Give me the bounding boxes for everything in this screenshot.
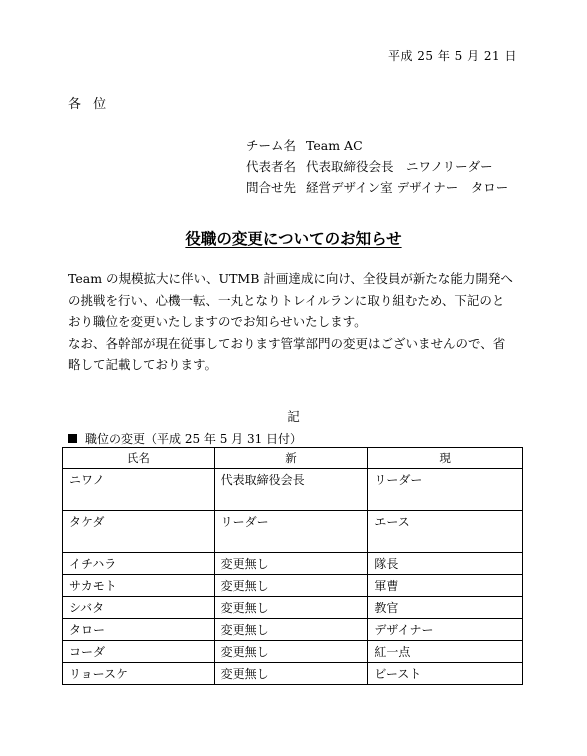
table-row bbox=[63, 619, 523, 641]
sender-team-value: Team AC bbox=[306, 138, 363, 153]
table-heading bbox=[68, 430, 302, 447]
table-row bbox=[63, 641, 523, 663]
body-line: Team の規模拡大に伴い、UTMB 計画達成に向け、全役員が新たな能力開発へ bbox=[68, 271, 513, 286]
sender-rep-value: 代表取締役会長 ニワノリーダー bbox=[306, 159, 493, 174]
cell-new: 変更無し bbox=[214, 553, 368, 575]
table-row bbox=[63, 469, 523, 511]
cell-name: ニワノ bbox=[63, 469, 215, 511]
document-title: 役職の変更についてのお知らせ bbox=[185, 229, 402, 248]
body-line: おり職位を変更いたしますのでお知らせいたします。 bbox=[68, 314, 367, 329]
sender-contact-value: 経営デザイン室 デザイナー タロー bbox=[306, 180, 509, 195]
cell-new: 変更無し bbox=[214, 575, 368, 597]
cell-new: 代表取締役会長 bbox=[214, 469, 368, 511]
table-row bbox=[63, 597, 523, 619]
table-row bbox=[63, 575, 523, 597]
cell-current: 教官 bbox=[368, 597, 523, 619]
sender-team-row bbox=[246, 135, 508, 156]
body-line: なお、各幹部が現在従事しております管掌部門の変更はございませんので、省 bbox=[68, 335, 506, 351]
table-row bbox=[63, 511, 523, 553]
cell-current: 軍曹 bbox=[368, 575, 523, 597]
sender-contact-label: 問合せ先 bbox=[246, 180, 297, 195]
sender-rep-row bbox=[246, 156, 508, 177]
document-title-wrap bbox=[0, 227, 587, 249]
cell-current: ビースト bbox=[368, 663, 523, 685]
black-square-icon bbox=[68, 434, 77, 443]
cell-name: イチハラ bbox=[63, 553, 215, 575]
cell-new: リーダー bbox=[214, 511, 368, 553]
cell-current: デザイナー bbox=[368, 619, 523, 641]
sender-block bbox=[246, 135, 508, 198]
addressee: 各 位 bbox=[68, 97, 111, 112]
cell-name: リョースケ bbox=[63, 663, 215, 685]
body-text bbox=[68, 268, 528, 376]
cell-new: 変更無し bbox=[214, 641, 368, 663]
cell-name: コーダ bbox=[63, 641, 215, 663]
cell-name: サカモト bbox=[63, 575, 215, 597]
ki-marker: 記 bbox=[287, 409, 300, 424]
table-heading-text: 職位の変更（平成 25 年 5 月 31 日付） bbox=[85, 432, 303, 446]
document-date: 平成 25 年 5 月 21 日 bbox=[387, 49, 517, 63]
cell-current: リーダー bbox=[368, 469, 523, 511]
table-row bbox=[63, 553, 523, 575]
body-line: の挑戦を行い、心機一転、一丸となりトレイルランに取り組むため、下記のと bbox=[68, 292, 505, 308]
cell-name: タケダ bbox=[63, 511, 215, 553]
cell-new: 変更無し bbox=[214, 663, 368, 685]
header-current: 現 bbox=[368, 448, 523, 469]
cell-new: 変更無し bbox=[214, 597, 368, 619]
cell-name: タロー bbox=[63, 619, 215, 641]
table-header-row bbox=[63, 448, 523, 469]
cell-current: 紅一点 bbox=[368, 641, 523, 663]
sender-team-label: チーム名 bbox=[246, 138, 297, 153]
cell-name: シバタ bbox=[63, 597, 215, 619]
header-new: 新 bbox=[214, 448, 368, 469]
sender-contact-row bbox=[246, 177, 508, 198]
header-name: 氏名 bbox=[63, 448, 215, 469]
sender-rep-label: 代表者名 bbox=[246, 159, 297, 174]
cell-new: 変更無し bbox=[214, 619, 368, 641]
cell-current: 隊長 bbox=[368, 553, 523, 575]
body-line: 略して記載しております。 bbox=[68, 357, 218, 372]
cell-current: エース bbox=[368, 511, 523, 553]
position-change-table bbox=[62, 447, 523, 685]
table-row bbox=[63, 663, 523, 685]
